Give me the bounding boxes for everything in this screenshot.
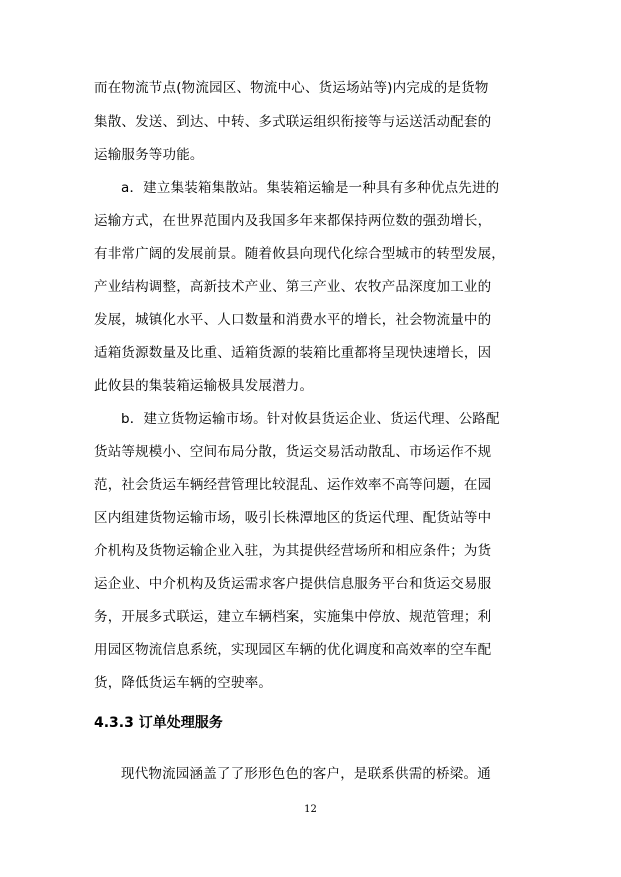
text-line: 此攸县的集装箱运输极具发展潜力。 (94, 378, 314, 394)
text-line: 运输服务等功能。 (94, 147, 204, 163)
text-line: 集散、发送、到达、中转、多式联运组织衔接等与运送活动配套的 (94, 114, 492, 130)
paragraph-b-start: b．建立货物运输市场。针对攸县货运企业、货运代理、公路配 (121, 411, 500, 427)
paragraph-start: 现代物流园涵盖了了形形色色的客户，是联系供需的桥梁。通 (121, 766, 491, 782)
text-line: 产业结构调整，高新技术产业、第三产业、农牧产品深度加工业的 (94, 279, 492, 295)
text-line: 而在物流节点(物流园区、物流中心、货运场站等)内完成的是货物 (94, 80, 489, 96)
section-heading: 4.3.3 订单处理服务 (94, 715, 223, 731)
text-line: 用园区物流信息系统，实现园区车辆的优化调度和高效率的空车配 (94, 642, 492, 658)
text-line: 发展，城镇化水平、人口数量和消费水平的增长，社会物流量中的 (94, 312, 492, 328)
text-line: 范，社会货运车辆经营管理比较混乱、运作效率不高等问题，在园 (94, 477, 492, 493)
page-number: 12 (304, 804, 317, 815)
text-line: 务，开展多式联运，建立车辆档案，实施集中停放、规范管理；利 (94, 609, 492, 625)
paragraph-a-start: a．建立集装箱集散站。集装箱运输是一种具有多种优点先进的 (121, 180, 500, 196)
text-line: 货站等规模小、空间布局分散，货运交易活动散乱、市场运作不规 (94, 444, 492, 460)
text-line: 有非常广阔的发展前景。随着攸县向现代化综合型城市的转型发展， (94, 246, 505, 262)
text-line: 区内组建货物运输市场，吸引长株潭地区的货运代理、配货站等中 (94, 510, 492, 526)
text-line: 适箱货源数量及比重、适箱货源的装箱比重都将呈现快速增长，因 (94, 345, 492, 361)
text-line: 货，降低货运车辆的空驶率。 (94, 675, 273, 691)
text-line: 介机构及货物运输企业入驻，为其提供经营场所和相应条件；为货 (94, 543, 492, 559)
text-line: 运输方式，在世界范围内及我国多年来都保持两位数的强劲增长， (94, 213, 492, 229)
text-line: 运企业、中介机构及货运需求客户提供信息服务平台和货运交易服 (94, 576, 492, 592)
